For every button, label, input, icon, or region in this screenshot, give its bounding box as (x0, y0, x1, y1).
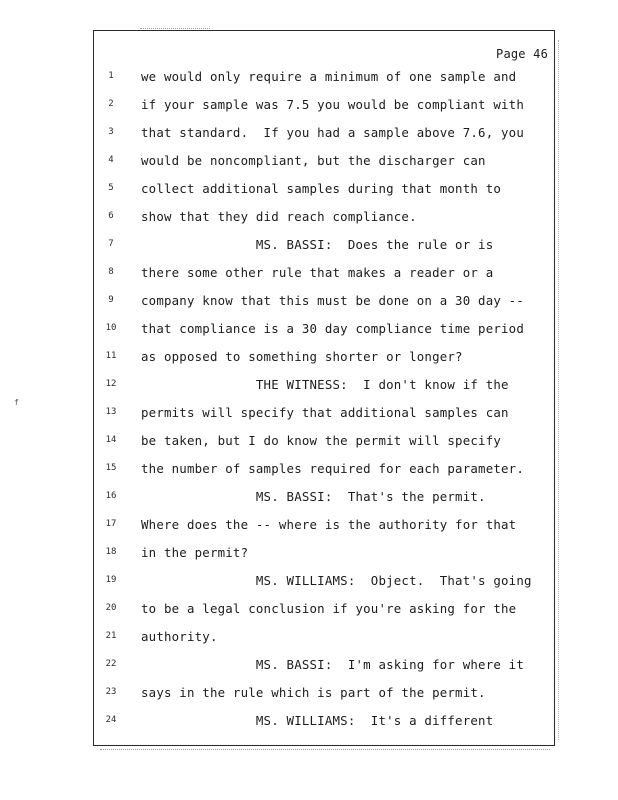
line-number: 11 (105, 351, 117, 361)
line-number: 8 (108, 267, 114, 277)
scan-edge-bottom (100, 749, 550, 751)
line-text: show that they did reach compliance. (141, 209, 417, 224)
line-text: to be a legal conclusion if you're asking for the (141, 601, 517, 616)
line-text: authority. (141, 629, 218, 644)
transcript-line (94, 151, 554, 171)
scan-edge-right (558, 40, 560, 740)
transcript-line (94, 179, 554, 199)
line-text: MS. WILLIAMS: Object. That's going (141, 573, 532, 588)
line-text: would be noncompliant, but the discharger can (141, 153, 486, 168)
line-number: 1 (108, 71, 114, 81)
line-number: 3 (108, 127, 114, 137)
line-text: permits will specify that additional samples can (141, 405, 509, 420)
line-text: says in the rule which is part of the permit. (141, 685, 486, 700)
line-text: Where does the -- where is the authority for that (141, 517, 517, 532)
transcript-line (94, 67, 554, 87)
transcript-line (94, 347, 554, 367)
margin-mark: f (14, 398, 19, 407)
line-number: 17 (105, 519, 117, 529)
line-number: 20 (105, 603, 117, 613)
line-text: collect additional samples during that month to (141, 181, 502, 196)
transcript-line (94, 571, 554, 591)
line-number: 14 (105, 435, 117, 445)
line-number: 22 (105, 659, 117, 669)
line-text: that standard. If you had a sample above 7.6, you (141, 125, 524, 140)
line-text: the number of samples required for each parameter. (141, 461, 524, 476)
line-text: MS. BASSI: Does the rule or is (141, 237, 494, 252)
transcript-line (94, 459, 554, 479)
transcript-line (94, 375, 554, 395)
line-text: MS. WILLIAMS: It's a different (141, 713, 494, 728)
transcript-line (94, 291, 554, 311)
line-text: that compliance is a 30 day compliance time period (141, 321, 524, 336)
transcript-line (94, 207, 554, 227)
transcript-line (94, 599, 554, 619)
transcript-line (94, 543, 554, 563)
transcript-line (94, 431, 554, 451)
transcript-line (94, 655, 554, 675)
line-number: 16 (105, 491, 117, 501)
line-number: 21 (105, 631, 117, 641)
transcript-line (94, 711, 554, 731)
line-number: 2 (108, 99, 114, 109)
line-number: 24 (105, 715, 117, 725)
line-number: 12 (105, 379, 117, 389)
line-number: 19 (105, 575, 117, 585)
transcript-line (94, 123, 554, 143)
transcript-line (94, 515, 554, 535)
line-text: MS. BASSI: I'm asking for where it (141, 657, 524, 672)
line-number: 6 (108, 211, 114, 221)
transcript-line (94, 683, 554, 703)
line-number: 9 (108, 295, 114, 305)
line-number: 18 (105, 547, 117, 557)
line-text: if your sample was 7.5 you would be compliant with (141, 97, 524, 112)
transcript-line (94, 487, 554, 507)
transcript-line (94, 95, 554, 115)
line-number: 7 (108, 239, 114, 249)
line-number: 4 (108, 155, 114, 165)
line-text: THE WITNESS: I don't know if the (141, 377, 509, 392)
line-number: 23 (105, 687, 117, 697)
transcript-line (94, 403, 554, 423)
page-number: Page 46 (496, 47, 548, 61)
line-text: we would only require a minimum of one sample and (141, 69, 517, 84)
transcript-line (94, 235, 554, 255)
line-text: be taken, but I do know the permit will specify (141, 433, 502, 448)
line-number: 5 (108, 183, 114, 193)
transcript-line (94, 319, 554, 339)
transcript-line (94, 263, 554, 283)
transcript-line (94, 627, 554, 647)
line-number: 15 (105, 463, 117, 473)
transcript-page (93, 30, 555, 746)
line-text: as opposed to something shorter or longer? (141, 349, 463, 364)
line-text: company know that this must be done on a 30 day -- (141, 293, 524, 308)
line-number: 13 (105, 407, 117, 417)
line-text: there some other rule that makes a reader or a (141, 265, 494, 280)
line-text: in the permit? (141, 545, 249, 560)
line-number: 10 (105, 323, 117, 333)
line-text: MS. BASSI: That's the permit. (141, 489, 486, 504)
